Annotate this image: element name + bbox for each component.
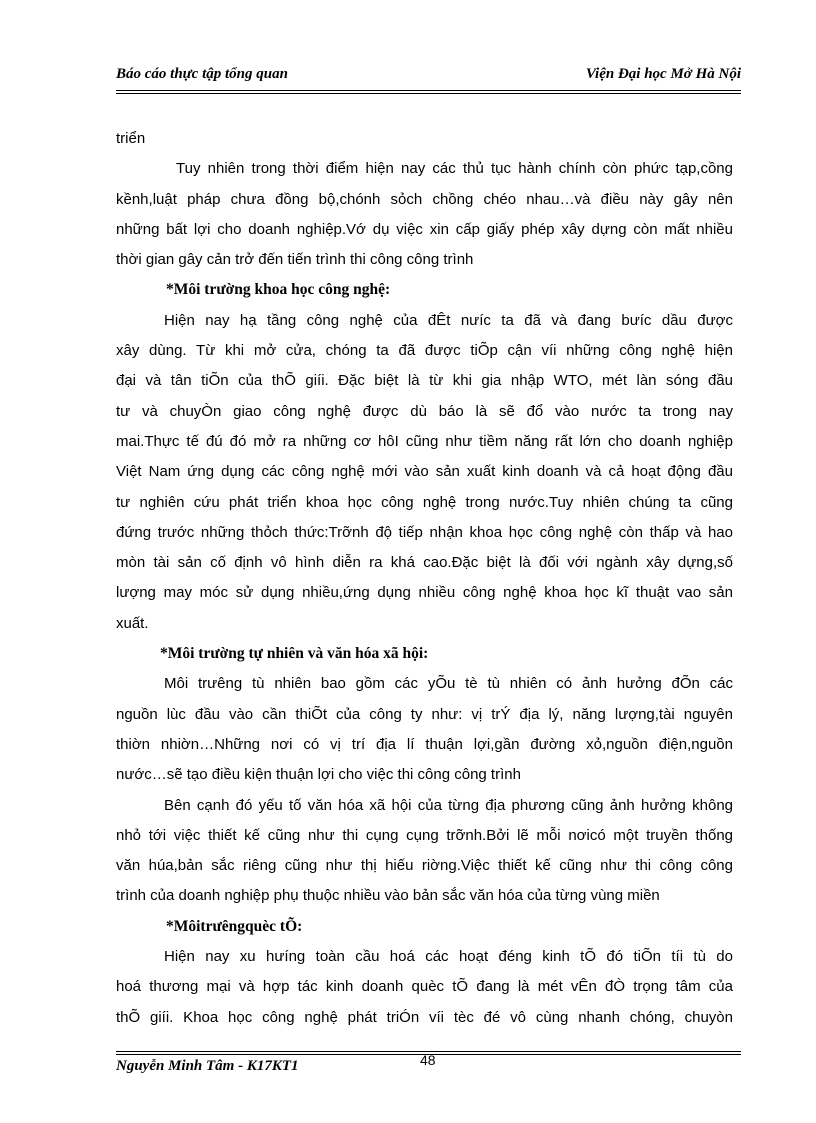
paragraph-line: những bất lợi cho doanh nghiệp.Vớ dụ việc xin cấp giấy phép xây dựng còn mất nhiều <box>116 220 733 238</box>
section-heading-technology: *Môi trường khoa học công nghệ: <box>166 281 391 299</box>
paragraph-line: đứng trước những thỏch thức:Trỡnh độ tiếp nhận khoa học công nghệ còn thấp và hao <box>116 523 733 541</box>
text-line: triển <box>116 130 146 147</box>
paragraph-line: tư và chuyÒn giao công nghệ được dù báo là sẽ đổ vào nước ta trong nay <box>116 402 733 420</box>
paragraph-line: thời gian gây cản trở đến tiến trình thi công công trình <box>116 251 474 269</box>
paragraph-line: Bên cạnh đó yếu tố văn hóa xã hội của từng địa phương cũng ảnh hưởng không <box>164 796 733 814</box>
header-rule-thin <box>116 93 741 94</box>
paragraph-line: kềnh,luật pháp chưa đồng bộ,chónh sỏch chồng chéo nhau…và điều này gây nên <box>116 190 733 208</box>
page-body <box>116 124 733 1033</box>
paragraph-line: thiờn nhiờn…Những nơi có vị trí địa lí thuận lợi,gần đường xỏ,nguồn điện,nguồn <box>116 735 733 753</box>
paragraph-line: nước…sẽ tạo điều kiện thuận lợi cho việc thi công công trình <box>116 766 521 784</box>
paragraph-line: lượng may móc sử dụng nhiều,ứng dụng nhiều công nghệ khoa học kĩ thuật vao sản <box>116 584 733 602</box>
header-report-title: Báo cáo thực tập tổng quan <box>116 66 288 82</box>
paragraph-line: mai.Thực tế đú đó mở ra những cơ hôI cũng như tiềm năng rất lớn cho doanh nghiệp <box>116 432 733 450</box>
paragraph-line: mòn tài sản cố định vô hình diễn ra khá cao.Đặc biệt là đối với ngành xây dựng,số <box>116 554 733 572</box>
section-heading-international: *Môitrưêngquèc tÕ: <box>166 917 303 935</box>
page-number: 48 <box>420 1052 436 1068</box>
paragraph-line: trình của doanh nghiệp phụ thuộc nhiều vào bản sắc văn hóa của từng vùng miền <box>116 887 660 905</box>
footer-author: Nguyễn Minh Tâm - K17KT1 <box>116 1058 299 1074</box>
section-heading-nature-culture: *Môi trường tự nhiên và văn hóa xã hội: <box>160 645 429 663</box>
paragraph-line: hoá thương mại và hợp tác kinh doanh quèc tÕ đang là mét vÊn đÒ trọng tâm của <box>116 978 733 996</box>
header-rule <box>116 90 741 91</box>
paragraph-line: xuất. <box>116 614 149 632</box>
paragraph-line: nguồn lùc đầu vào cần thiÕt của công ty như: vị trÝ địa lý, năng lượng,tài nguyên <box>116 705 733 723</box>
header-institution: Viện Đại học Mở Hà Nội <box>585 66 741 82</box>
page-footer <box>116 1052 741 1080</box>
paragraph-line: nhỏ tới việc thiết kế cũng như thi cụng cụng trỡnh.Bởi lẽ mỗi nơicó một truyền thống <box>116 826 733 844</box>
paragraph-line: Môi trưêng tù nhiên bao gồm các yÕu tè tù nhiên có ảnh hưởng đÕn các <box>164 675 733 693</box>
paragraph-line: Hiện nay hạ tầng công nghệ của đÊt nưíc ta đã và đang bưíc dầu được <box>164 311 733 329</box>
paragraph-line: Tuy nhiên trong thời điểm hiện nay các thủ tục hành chính còn phức tạp,cồng <box>176 160 733 178</box>
paragraph-line: tư nghiên cứu phát triển khoa học công nghệ trong nước.Tuy nhiên chúng ta cũng <box>116 493 733 511</box>
paragraph-line: văn húa,bản sắc riêng cũng như thị hiếu riờng.Việc thiết kế cũng như thi công công <box>116 857 733 875</box>
page-header <box>116 66 741 86</box>
paragraph-line: thÕ giíi. Khoa học công nghệ phát triÓn víi tèc đé vô cùng nhanh chóng, chuyòn <box>116 1008 733 1026</box>
paragraph-line: Hiện nay xu hưíng toàn cầu hoá các hoạt đéng kinh tÕ đó tiÕn tíi tù do <box>164 948 733 966</box>
paragraph-line: xây dùng. Từ khi mở cửa, chóng ta đã được tiÕp cận víi những công nghệ hiện <box>116 342 733 360</box>
paragraph-line: Việt Nam ứng dụng các công nghệ mới vào sản xuất kinh doanh và cả hoạt động đầu <box>116 463 733 481</box>
paragraph-line: đại và tân tiÕn của thÕ giíi. Đặc biệt là từ khi gia nhập WTO, mét làn sóng đầu <box>116 372 733 390</box>
